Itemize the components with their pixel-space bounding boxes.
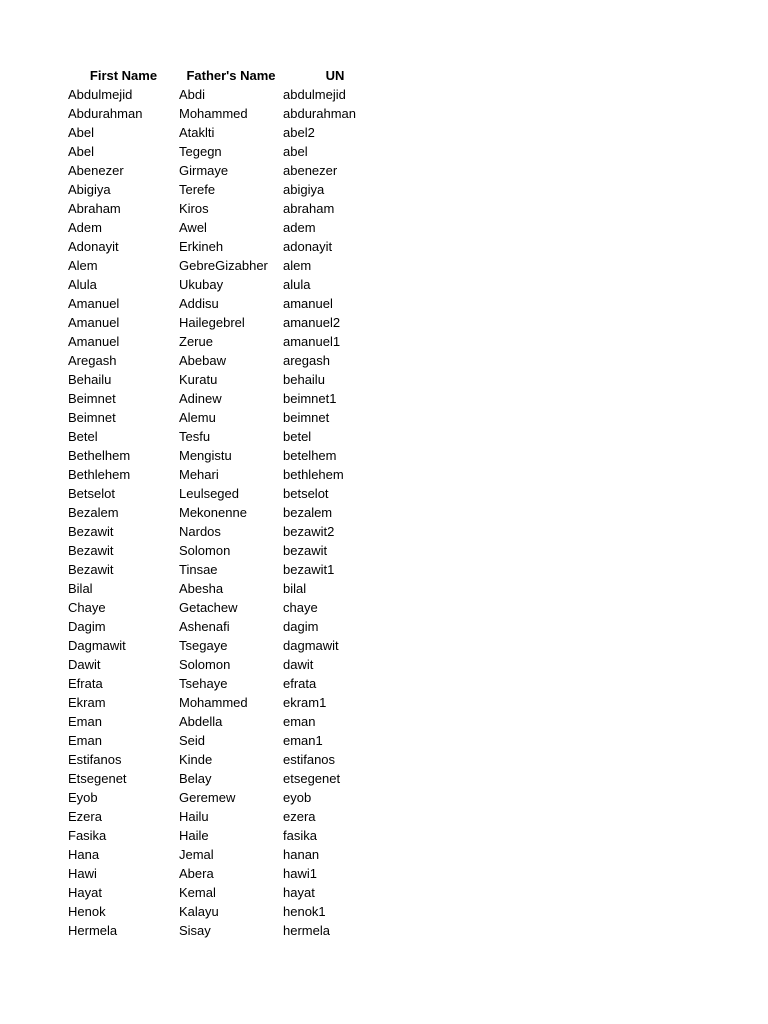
- cell-first-name: Beimnet: [68, 410, 116, 425]
- cell-fathers-name: Seid: [179, 733, 206, 748]
- header-first-name: First Name: [89, 68, 158, 83]
- cell-un: amanuel2: [283, 315, 341, 330]
- cell-un: eman: [283, 714, 316, 729]
- cell-first-name: Dagmawit: [68, 638, 126, 653]
- cell-fathers-name: Hailu: [179, 809, 209, 824]
- table-row: [68, 674, 387, 693]
- cell-un: chaye: [283, 600, 318, 615]
- cell-un: henok1: [283, 904, 326, 919]
- cell-first-name: Eman: [68, 714, 102, 729]
- cell-un: beimnet: [283, 410, 330, 425]
- cell-un: adonayit: [283, 239, 333, 254]
- cell-un: bezawit: [283, 543, 328, 558]
- cell-un: abenezer: [283, 163, 338, 178]
- cell-first-name: Hayat: [68, 885, 102, 900]
- cell-first-name: Ekram: [68, 695, 106, 710]
- table-row: [68, 712, 387, 731]
- cell-fathers-name: Jemal: [179, 847, 214, 862]
- table-row: [68, 503, 387, 522]
- cell-un: efrata: [283, 676, 317, 691]
- cell-fathers-name: Getachew: [179, 600, 238, 615]
- cell-un: abraham: [283, 201, 335, 216]
- cell-first-name: Abdulmejid: [68, 87, 133, 102]
- cell-fathers-name: Nardos: [179, 524, 221, 539]
- cell-fathers-name: Geremew: [179, 790, 236, 805]
- cell-un: hermela: [283, 923, 330, 938]
- cell-un: betel: [283, 429, 312, 444]
- cell-first-name: Betel: [68, 429, 98, 444]
- cell-fathers-name: Abesha: [179, 581, 224, 596]
- cell-first-name: Eman: [68, 733, 102, 748]
- table-row: [68, 560, 387, 579]
- table-row: [68, 788, 387, 807]
- cell-un: abel: [283, 144, 308, 159]
- cell-fathers-name: Tsegaye: [179, 638, 228, 653]
- cell-fathers-name: Leulseged: [179, 486, 239, 501]
- table-row: [68, 864, 387, 883]
- table-body: [68, 85, 387, 940]
- cell-un: beimnet1: [283, 391, 337, 406]
- table-row: [68, 902, 387, 921]
- cell-un: betselot: [283, 486, 329, 501]
- cell-fathers-name: Solomon: [179, 543, 231, 558]
- cell-un: amanuel1: [283, 334, 341, 349]
- cell-un: bilal: [283, 581, 307, 596]
- table-row: [68, 142, 387, 161]
- cell-first-name: Hermela: [68, 923, 118, 938]
- cell-first-name: Bezawit: [68, 562, 114, 577]
- cell-un: alula: [283, 277, 311, 292]
- cell-fathers-name: Addisu: [179, 296, 219, 311]
- cell-fathers-name: Abebaw: [179, 353, 226, 368]
- table-row: [68, 883, 387, 902]
- cell-fathers-name: Ataklti: [179, 125, 215, 140]
- cell-un: ezera: [283, 809, 316, 824]
- cell-first-name: Amanuel: [68, 315, 120, 330]
- table-row: [68, 617, 387, 636]
- cell-fathers-name: Tegegn: [179, 144, 222, 159]
- table-row: [68, 427, 387, 446]
- cell-fathers-name: Hailegebrel: [179, 315, 245, 330]
- cell-fathers-name: Zerue: [179, 334, 213, 349]
- cell-first-name: Abigiya: [68, 182, 111, 197]
- cell-un: adem: [283, 220, 316, 235]
- table-row: [68, 826, 387, 845]
- cell-un: bezalem: [283, 505, 333, 520]
- cell-first-name: Behailu: [68, 372, 112, 387]
- table-row: [68, 294, 387, 313]
- cell-first-name: Bethelhem: [68, 448, 131, 463]
- cell-fathers-name: Solomon: [179, 657, 231, 672]
- cell-first-name: Dawit: [68, 657, 101, 672]
- cell-un: behailu: [283, 372, 325, 387]
- cell-fathers-name: Belay: [179, 771, 212, 786]
- cell-fathers-name: Ashenafi: [179, 619, 230, 634]
- table-row: [68, 807, 387, 826]
- cell-fathers-name: Mohammed: [179, 695, 248, 710]
- table-row: [68, 237, 387, 256]
- cell-un: hawi1: [283, 866, 317, 881]
- cell-first-name: Adem: [68, 220, 102, 235]
- cell-first-name: Amanuel: [68, 296, 120, 311]
- table-row: [68, 693, 387, 712]
- table-row: [68, 655, 387, 674]
- cell-fathers-name: Mekonenne: [179, 505, 247, 520]
- table-row: [68, 522, 387, 541]
- cell-first-name: Hana: [68, 847, 100, 862]
- cell-un: betelhem: [283, 448, 337, 463]
- cell-fathers-name: Abdella: [179, 714, 223, 729]
- cell-un: eyob: [283, 790, 312, 805]
- cell-un: hayat: [283, 885, 315, 900]
- cell-fathers-name: Tesfu: [179, 429, 211, 444]
- cell-fathers-name: Erkineh: [179, 239, 224, 254]
- table-row: [68, 332, 387, 351]
- table-row: [68, 180, 387, 199]
- cell-fathers-name: Kalayu: [179, 904, 219, 919]
- table-row: [68, 104, 387, 123]
- names-table: [68, 66, 387, 940]
- cell-fathers-name: Kiros: [179, 201, 209, 216]
- header-fathers-name: Father's Name: [186, 68, 276, 83]
- table-row: [68, 769, 387, 788]
- cell-first-name: Abraham: [68, 201, 121, 216]
- cell-first-name: Eyob: [68, 790, 98, 805]
- cell-first-name: Beimnet: [68, 391, 116, 406]
- cell-un: abigiya: [283, 182, 325, 197]
- cell-fathers-name: Kemal: [179, 885, 216, 900]
- cell-un: bezawit2: [283, 524, 335, 539]
- cell-un: dawit: [283, 657, 314, 672]
- cell-un: abdurahman: [283, 106, 356, 121]
- cell-fathers-name: Abera: [179, 866, 214, 881]
- cell-fathers-name: Haile: [179, 828, 209, 843]
- cell-un: etsegenet: [283, 771, 341, 786]
- table-row: [68, 85, 387, 104]
- cell-fathers-name: Kuratu: [179, 372, 218, 387]
- cell-un: bezawit1: [283, 562, 335, 577]
- table-row: [68, 750, 387, 769]
- table-row: [68, 161, 387, 180]
- cell-first-name: Bezawit: [68, 543, 114, 558]
- table-row: [68, 484, 387, 503]
- cell-fathers-name: Alemu: [179, 410, 216, 425]
- cell-fathers-name: Tinsae: [179, 562, 218, 577]
- cell-first-name: Chaye: [68, 600, 106, 615]
- table-row: [68, 370, 387, 389]
- table-row: [68, 351, 387, 370]
- table-row: [68, 598, 387, 617]
- cell-fathers-name: Girmaye: [179, 163, 229, 178]
- cell-fathers-name: Tsehaye: [179, 676, 228, 691]
- cell-fathers-name: Adinew: [179, 391, 222, 406]
- cell-first-name: Fasika: [68, 828, 107, 843]
- cell-first-name: Adonayit: [68, 239, 119, 254]
- cell-un: estifanos: [283, 752, 336, 767]
- cell-first-name: Abdurahman: [68, 106, 143, 121]
- cell-first-name: Bilal: [68, 581, 93, 596]
- table-row: [68, 541, 387, 560]
- cell-first-name: Abel: [68, 125, 95, 140]
- header-row: [68, 66, 387, 85]
- cell-un: amanuel: [283, 296, 333, 311]
- cell-fathers-name: Awel: [179, 220, 207, 235]
- cell-fathers-name: Abdi: [179, 87, 206, 102]
- cell-first-name: Abel: [68, 144, 95, 159]
- cell-un: aregash: [283, 353, 330, 368]
- cell-fathers-name: Mohammed: [179, 106, 248, 121]
- table-row: [68, 579, 387, 598]
- table-row: [68, 731, 387, 750]
- cell-first-name: Bezawit: [68, 524, 114, 539]
- cell-un: eman1: [283, 733, 323, 748]
- table-header: [68, 66, 387, 85]
- table-row: [68, 408, 387, 427]
- cell-first-name: Hawi: [68, 866, 97, 881]
- table-row: [68, 123, 387, 142]
- cell-first-name: Bethlehem: [68, 467, 131, 482]
- cell-first-name: Alem: [68, 258, 98, 273]
- table-row: [68, 636, 387, 655]
- cell-un: abdulmejid: [283, 87, 346, 102]
- table-row: [68, 275, 387, 294]
- cell-fathers-name: Mengistu: [179, 448, 232, 463]
- cell-fathers-name: Ukubay: [179, 277, 224, 292]
- table-row: [68, 256, 387, 275]
- table-row: [68, 465, 387, 484]
- table-row: [68, 389, 387, 408]
- table-row: [68, 199, 387, 218]
- cell-first-name: Bezalem: [68, 505, 119, 520]
- cell-un: alem: [283, 258, 312, 273]
- table-row: [68, 218, 387, 237]
- table-row: [68, 313, 387, 332]
- cell-first-name: Ezera: [68, 809, 102, 824]
- cell-fathers-name: Sisay: [179, 923, 211, 938]
- table-row: [68, 446, 387, 465]
- header-un: UN: [325, 68, 345, 83]
- cell-un: ekram1: [283, 695, 327, 710]
- cell-first-name: Amanuel: [68, 334, 120, 349]
- table-row: [68, 845, 387, 864]
- cell-first-name: Alula: [68, 277, 97, 292]
- cell-first-name: Henok: [68, 904, 106, 919]
- cell-un: hanan: [283, 847, 320, 862]
- cell-un: dagim: [283, 619, 319, 634]
- cell-un: bethlehem: [283, 467, 344, 482]
- cell-fathers-name: GebreGizabher: [179, 258, 268, 273]
- table-row: [68, 921, 387, 940]
- cell-first-name: Aregash: [68, 353, 117, 368]
- cell-fathers-name: Mehari: [179, 467, 219, 482]
- cell-first-name: Dagim: [68, 619, 106, 634]
- cell-fathers-name: Kinde: [179, 752, 213, 767]
- cell-first-name: Betselot: [68, 486, 115, 501]
- cell-first-name: Etsegenet: [68, 771, 127, 786]
- cell-un: abel2: [283, 125, 315, 140]
- cell-first-name: Efrata: [68, 676, 103, 691]
- cell-fathers-name: Terefe: [179, 182, 216, 197]
- cell-un: dagmawit: [283, 638, 339, 653]
- cell-first-name: Estifanos: [68, 752, 122, 767]
- cell-un: fasika: [283, 828, 317, 843]
- cell-first-name: Abenezer: [68, 163, 124, 178]
